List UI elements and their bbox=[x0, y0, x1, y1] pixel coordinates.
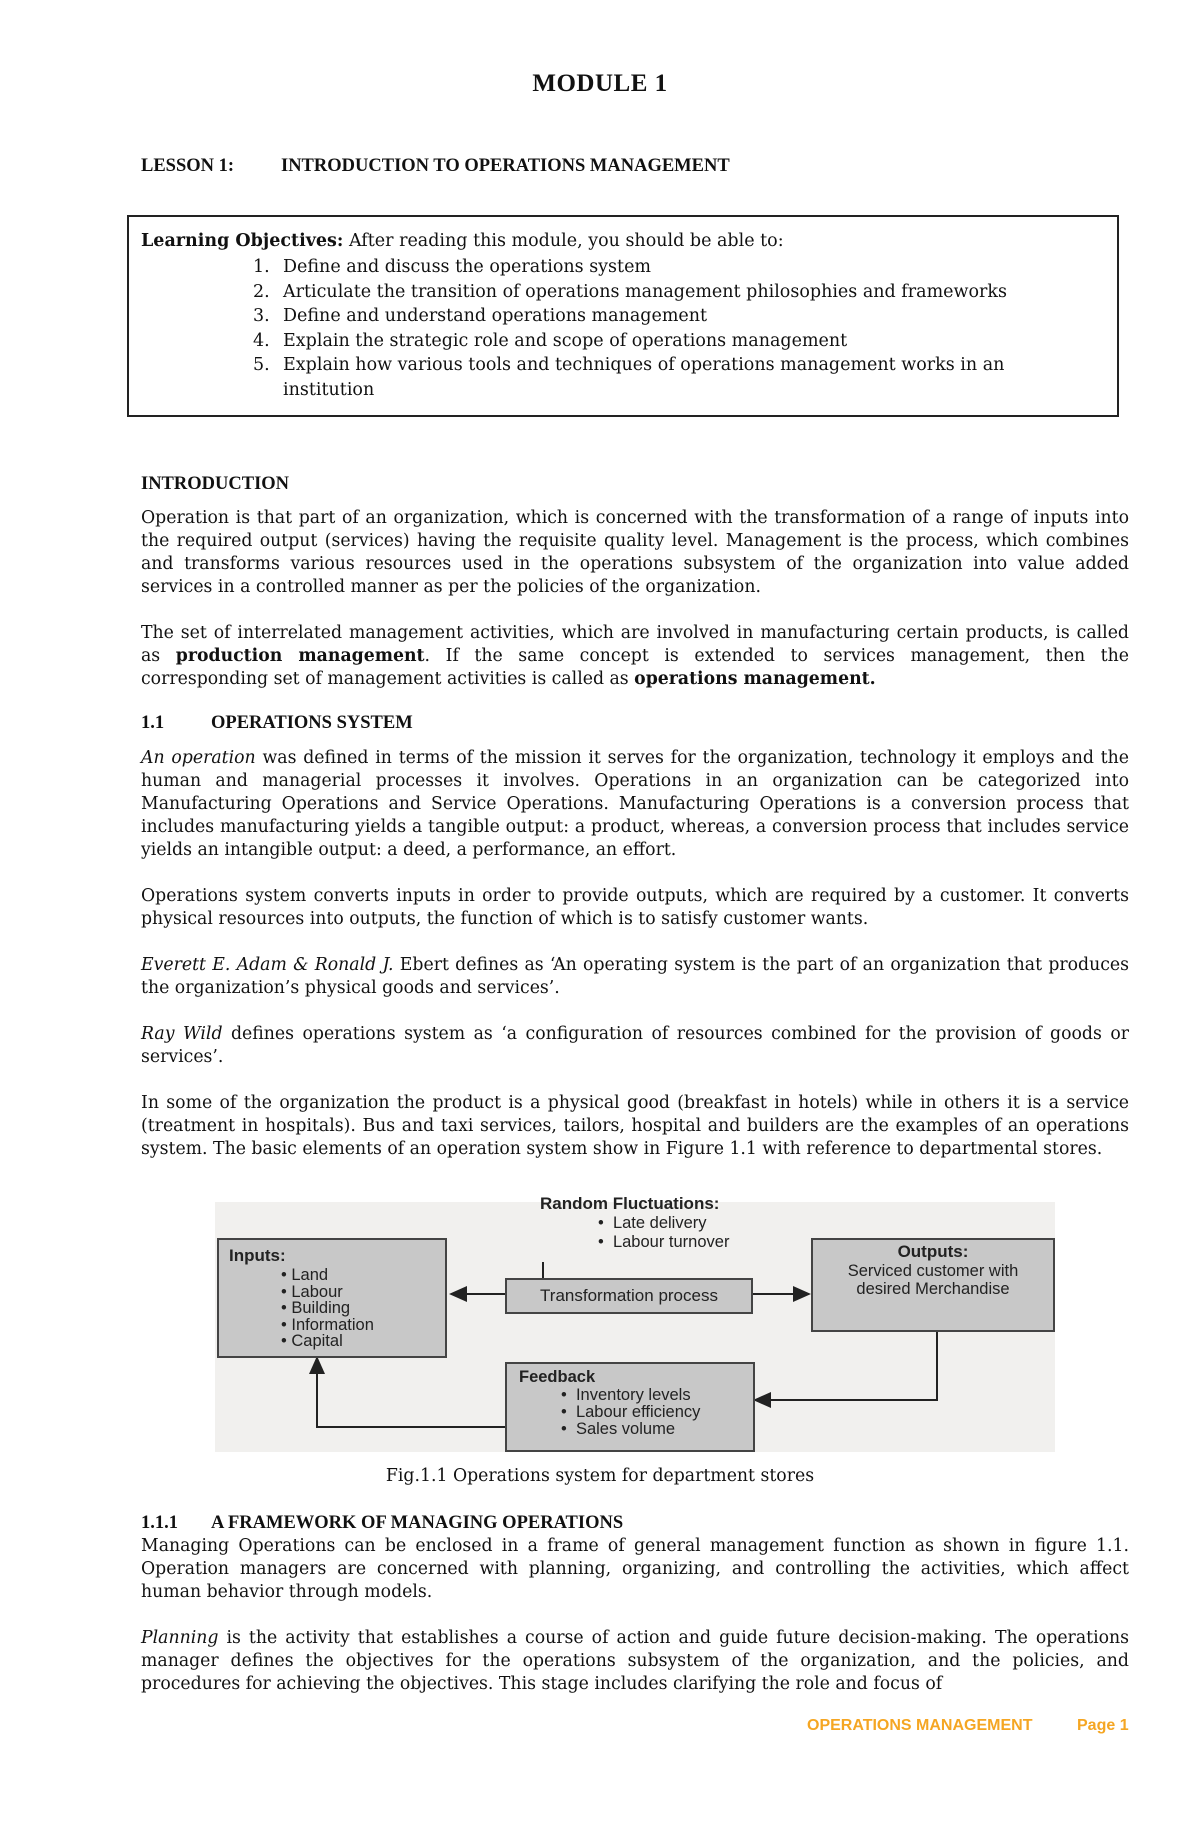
italic-term: Planning bbox=[141, 1628, 219, 1648]
section-1-1-paragraph-2: Operations system converts inputs in order to provide outputs, which are required by a customer. It converts physical resources into outputs, the function of which is to satisfy customer wants. bbox=[141, 886, 1129, 929]
section-1-1-1 bbox=[141, 1512, 1129, 1696]
objective-text: Define and understand operations management bbox=[283, 306, 708, 326]
section-1-1-paragraph-5: In some of the organization the product is a physical good (breakfast in hotels) while in others it is a service (treatment in hospitals). Bus and taxi services, tailors, hospital and builders are the examples of an operations system. The basic elements of an operation system show in Figure 1.1 with reference to departmental stores. bbox=[141, 1093, 1129, 1159]
objective-number: 3. bbox=[253, 306, 270, 326]
objective-number: 2. bbox=[253, 281, 270, 302]
inputs-list bbox=[229, 1267, 435, 1350]
feedback-item-text: Labour efficiency bbox=[575, 1403, 701, 1421]
text-run: The set of interrelated management activities, which are involved in manufacturing certain products, is called as bbox=[141, 623, 1129, 666]
input-item: • Building bbox=[281, 1299, 351, 1317]
objectives-intro-text: After reading this module, you should be able to: bbox=[348, 231, 784, 251]
italic-term: Everett E. Adam & Ronald J. bbox=[141, 955, 394, 975]
outputs-line: desired Merchandise bbox=[856, 1280, 1010, 1298]
section-1-1-1-paragraph-1: Managing Operations can be enclosed in a frame of general management function as shown in figure 1.1. Operation managers are concerned with planning, organizing, and controlling the activities, which affect human behavior through models. bbox=[141, 1536, 1129, 1602]
section-title: OPERATIONS SYSTEM bbox=[211, 713, 413, 733]
bold-term: production management bbox=[175, 646, 425, 666]
random-item-text: Labour turnover bbox=[612, 1233, 730, 1251]
objectives-intro bbox=[141, 231, 784, 251]
italic-term: An operation bbox=[141, 748, 256, 768]
feedback-item-text: Sales volume bbox=[575, 1420, 676, 1438]
input-item: • Land bbox=[281, 1266, 329, 1284]
learning-objectives-box bbox=[127, 215, 1119, 417]
objective-item bbox=[141, 255, 1101, 280]
italic-term: Ray Wild bbox=[141, 1024, 223, 1044]
input-item-text: Building bbox=[291, 1299, 351, 1317]
objective-number: 1. bbox=[253, 257, 270, 277]
feedback-item: • Sales volume bbox=[561, 1420, 676, 1438]
inputs-title: Inputs: bbox=[229, 1246, 286, 1265]
input-item: • Capital bbox=[281, 1332, 343, 1350]
objectives-label: Learning Objectives: bbox=[141, 231, 344, 251]
objective-item bbox=[141, 329, 1101, 354]
random-item: • Labour turnover bbox=[598, 1233, 730, 1251]
feedback-item: • Labour efficiency bbox=[561, 1403, 701, 1421]
text-run: defines operations system as ‘a configuration of resources combined for the provision of goods or services’. bbox=[141, 1024, 1129, 1067]
text-run: is the activity that establishes a course of action and guide future decision-making. The operations manager defines the objectives for the operations subsystem of the organization, and the policies, and procedures for achieving the objectives. This stage includes clarifying the role and focus of bbox=[141, 1628, 1129, 1694]
introduction-heading: INTRODUCTION bbox=[141, 474, 290, 494]
section-number: 1.1 bbox=[141, 713, 165, 733]
feedback-item-text: Inventory levels bbox=[575, 1386, 691, 1404]
section-1-1-heading bbox=[141, 712, 1129, 735]
input-item-text: Labour bbox=[291, 1282, 343, 1301]
section-1-1-1-paragraph-2 bbox=[141, 1627, 1129, 1696]
text-run: Ebert defines as ‘An operating system is the part of an organization that produces the organization’s physical goods and services’. bbox=[141, 955, 1130, 998]
feedback-box bbox=[505, 1362, 755, 1452]
input-item-text: Information bbox=[291, 1315, 374, 1334]
objective-item bbox=[141, 304, 1101, 329]
lesson-number: LESSON 1: bbox=[141, 156, 235, 176]
outputs-title: Outputs: bbox=[897, 1242, 969, 1261]
outputs-box bbox=[811, 1238, 1055, 1332]
footer-title: OPERATIONS MANAGEMENT bbox=[807, 1717, 1033, 1734]
section-1-1-paragraph-1 bbox=[141, 747, 1129, 862]
objective-text: Explain how various tools and techniques of operations management works in an institution bbox=[283, 355, 1005, 400]
footer-page-number: Page 1 bbox=[1077, 1717, 1129, 1734]
feedback-item: • Inventory levels bbox=[561, 1386, 691, 1404]
outputs-line: Serviced customer with bbox=[847, 1262, 1019, 1280]
feedback-title: Feedback bbox=[519, 1368, 596, 1386]
introduction-paragraph-1: Operation is that part of an organization, which is concerned with the transformation of a range of inputs into the required output (services) having the requisite quality level. Management is the process, which combines and transforms various resources used in the operations subsystem of the organization into value added services in a controlled manner as per the policies of the organization. bbox=[141, 508, 1129, 597]
bold-term: operations management. bbox=[634, 669, 876, 689]
input-item-text: Capital bbox=[291, 1332, 343, 1350]
objective-text: Articulate the transition of operations management philosophies and frameworks bbox=[283, 281, 1007, 302]
feedback-list bbox=[519, 1387, 741, 1438]
figure-caption: Fig.1.1 Operations system for department stores bbox=[385, 1466, 815, 1486]
random-list bbox=[540, 1214, 800, 1252]
transformation-process-box: Transformation process bbox=[505, 1278, 753, 1314]
text-run: was defined in terms of the mission it serves for the organization, technology it employs and the human and managerial processes it involves. Operations in an organization can be categorized into Manufacturing Operations and Service Operations. Manufacturing Operations is a conversion process that includes manufacturing yields a tangible output: a product, whereas, a conversion process that includes service yields an intangible output: a deed, a performance, an effort. bbox=[141, 748, 1129, 860]
random-fluctuations bbox=[540, 1194, 800, 1252]
feedback-to-inputs-arrow bbox=[317, 1358, 505, 1427]
random-title: Random Fluctuations: bbox=[540, 1194, 720, 1213]
operations-system-diagram bbox=[215, 1194, 1055, 1452]
objective-item bbox=[141, 280, 1101, 305]
module-title: MODULE 1 bbox=[532, 70, 668, 97]
text-run: . If the same concept is extended to services management, then the corresponding set of management activities is called as bbox=[141, 646, 1129, 689]
lesson-heading bbox=[141, 156, 730, 177]
objective-text: Explain the strategic role and scope of operations management bbox=[283, 330, 848, 351]
introduction-paragraph-2 bbox=[141, 622, 1129, 691]
input-item-text: Land bbox=[291, 1266, 329, 1284]
lesson-title: INTRODUCTION TO OPERATIONS MANAGEMENT bbox=[281, 156, 730, 176]
outputs-to-feedback-arrow bbox=[755, 1332, 937, 1400]
objective-number: 4. bbox=[253, 330, 270, 351]
objective-item bbox=[141, 353, 1101, 402]
section-1-1-1-heading bbox=[141, 1512, 1129, 1535]
objective-text: Define and discuss the operations system bbox=[283, 257, 652, 277]
section-title: A FRAMEWORK OF MANAGING OPERATIONS bbox=[211, 1513, 624, 1533]
section-number: 1.1.1 bbox=[141, 1513, 178, 1533]
random-item-text: Late delivery bbox=[612, 1214, 707, 1232]
section-1-1-paragraph-3 bbox=[141, 954, 1129, 1000]
inputs-box bbox=[217, 1238, 447, 1358]
section-1-1-paragraph-4 bbox=[141, 1023, 1129, 1069]
random-item: • Late delivery bbox=[598, 1214, 707, 1232]
input-item: • Information bbox=[281, 1315, 374, 1334]
objective-number: 5. bbox=[253, 355, 270, 375]
objectives-list bbox=[141, 255, 1101, 402]
introduction-section bbox=[141, 473, 1129, 1161]
input-item: • Labour bbox=[281, 1282, 343, 1301]
